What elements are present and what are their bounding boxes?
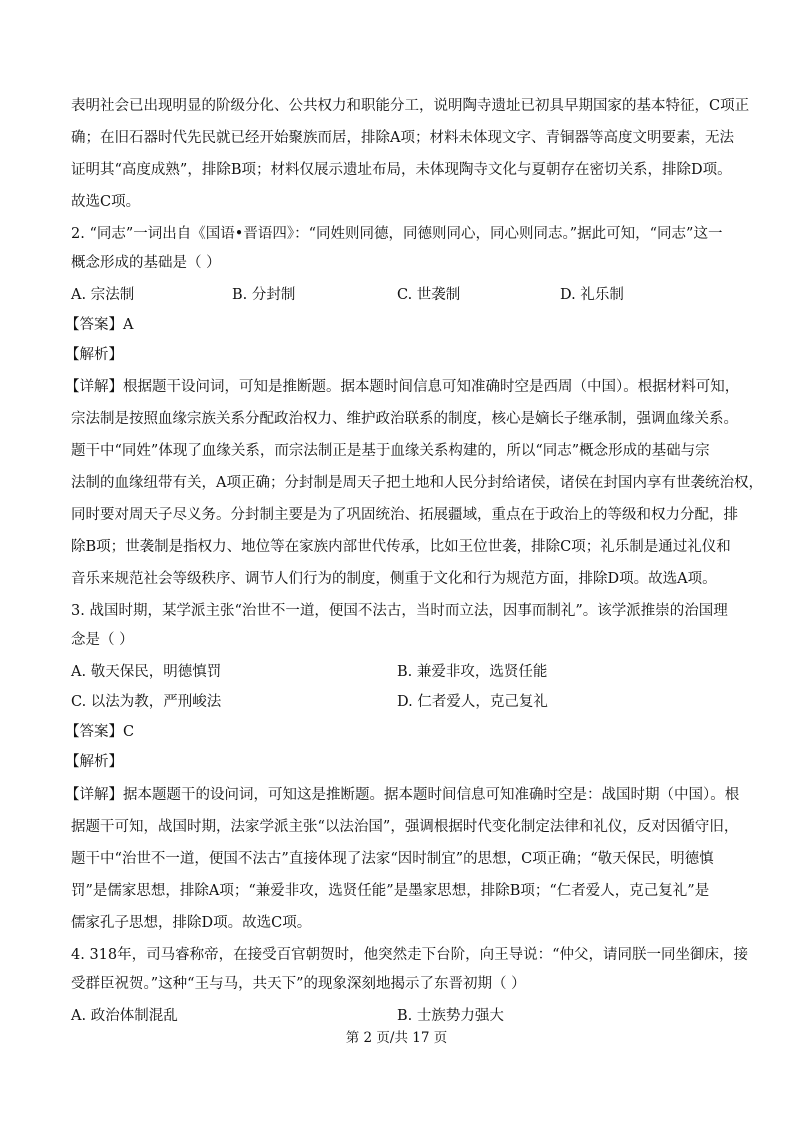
q3-analysis-label: 【解析】 (65, 754, 123, 770)
q2-analysis-line-7: 音乐来规范社会等级秩序、调节人们行为的制度，侧重于文化和行为规范方面，排除D项。故选A项。 (71, 571, 717, 587)
q2-analysis-line-5: 同时要对周天子尽义务。分封制主要是为了巩固统治、拓展疆域，重点在于政治上的等级和权力分配，排 (71, 507, 738, 523)
q3-analysis-line-3: 题干中“治世不一道，便国不法古”直接体现了法家“因时制宜”的思想，C项正确；“敬天保民，明德慎 (71, 851, 714, 867)
q2-option-a: A. 宗法制 (71, 287, 135, 303)
q3-answer: 【答案】C (65, 724, 135, 740)
q2-answer: 【答案】A (65, 317, 134, 333)
q2-analysis-line-1: 【详解】根据题干设问词，可知是推断题。据本题时间信息可知准确时空是西周（中国）。根据材料可知， (65, 379, 740, 395)
q2-option-b: B. 分封制 (232, 287, 296, 303)
q4-stem-line-2: 受群臣祝贺。”这种“王与马，共天下”的现象深刻地揭示了东晋初期（ ） (71, 976, 526, 992)
q3-option-a: A. 敬天保民，明德慎罚 (71, 664, 222, 680)
q3-stem-line-2: 念是（ ） (71, 632, 134, 648)
q2-option-d: D. 礼乐制 (560, 287, 624, 303)
q3-option-b: B. 兼爱非攻，选贤任能 (397, 664, 548, 680)
q1-analysis-line-1: 表明社会已出现明显的阶级分化、公共权力和职能分工，说明陶寺遗址已初具早期国家的基本特征，C项正 (71, 98, 750, 114)
q4-option-a: A. 政治体制混乱 (71, 1008, 178, 1024)
q1-analysis-line-3: 证明其“高度成熟”，排除B项；材料仅展示遗址布局，未体现陶寺文化与夏朝存在密切关系，排除D项。 (71, 162, 732, 178)
q2-option-c: C. 世袭制 (397, 287, 461, 303)
q2-analysis-line-2: 宗法制是按照血缘宗族关系分配政治权力、维护政治联系的制度，核心是嫡长子继承制，强调血缘关系。 (71, 411, 738, 427)
q4-stem-line-1: 4. 318年，司马睿称帝，在接受百官朝贺时，他突然走下台阶，向王导说：“仲父，请同朕一同坐御床，接 (71, 947, 749, 963)
q3-analysis-line-5: 儒家孔子思想，排除D项。故选C项。 (71, 915, 312, 931)
q2-stem-line-1: 2. “同志”一词出自《国语•晋语四》：“同姓则同德，同德则同心，同心则同志。”据此可知，“同志”这一 (71, 226, 723, 242)
page-footer: 第 2 页/共 17 页 (345, 1030, 448, 1046)
q2-analysis-line-6: 除B项；世袭制是指权力、地位等在家族内部世代传承，比如王位世袭，排除C项；礼乐制是通过礼仪和 (71, 539, 731, 555)
q2-analysis-label: 【解析】 (65, 347, 123, 363)
q1-analysis-line-4: 故选C项。 (71, 194, 141, 210)
q2-stem-line-2: 概念形成的基础是（ ） (71, 255, 221, 271)
q3-analysis-line-1: 【详解】据本题题干的设问词，可知这是推断题。据本题时间信息可知准确时空是：战国时期（中国）。根 (65, 787, 740, 803)
q3-stem-line-1: 3. 战国时期，某学派主张“治世不一道，便国不法古，当时而立法，因事而制礼”。该学派推崇的治国理 (71, 603, 728, 619)
q3-option-d: D. 仁者爱人，克己复礼 (397, 694, 548, 710)
q3-analysis-line-4: 罚”是儒家思想，排除A项；“兼爱非攻，选贤任能”是墨家思想，排除B项；“仁者爱人，克己复礼”是 (71, 883, 710, 899)
q2-analysis-line-3: 题干中“同姓”体现了血缘关系，而宗法制正是基于血缘关系构建的，所以“同志”概念形成的基础与宗 (71, 443, 710, 459)
q3-option-c: C. 以法为教，严刑峻法 (71, 694, 222, 710)
q1-analysis-line-2: 确；在旧石器时代先民就已经开始聚族而居，排除A项；材料未体现文字、青铜器等高度文明要素，无法 (71, 130, 734, 146)
q2-analysis-line-4: 法制的血缘纽带有关，A项正确；分封制是周天子把土地和人民分封给诸侯，诸侯在封国内享有世袭统治权， (71, 475, 763, 491)
q4-option-b: B. 士族势力强大 (397, 1008, 504, 1024)
q3-analysis-line-2: 据题干可知，战国时期，法家学派主张“以法治国”，强调根据时代变化制定法律和礼仪，反对因循守旧， (71, 819, 739, 835)
